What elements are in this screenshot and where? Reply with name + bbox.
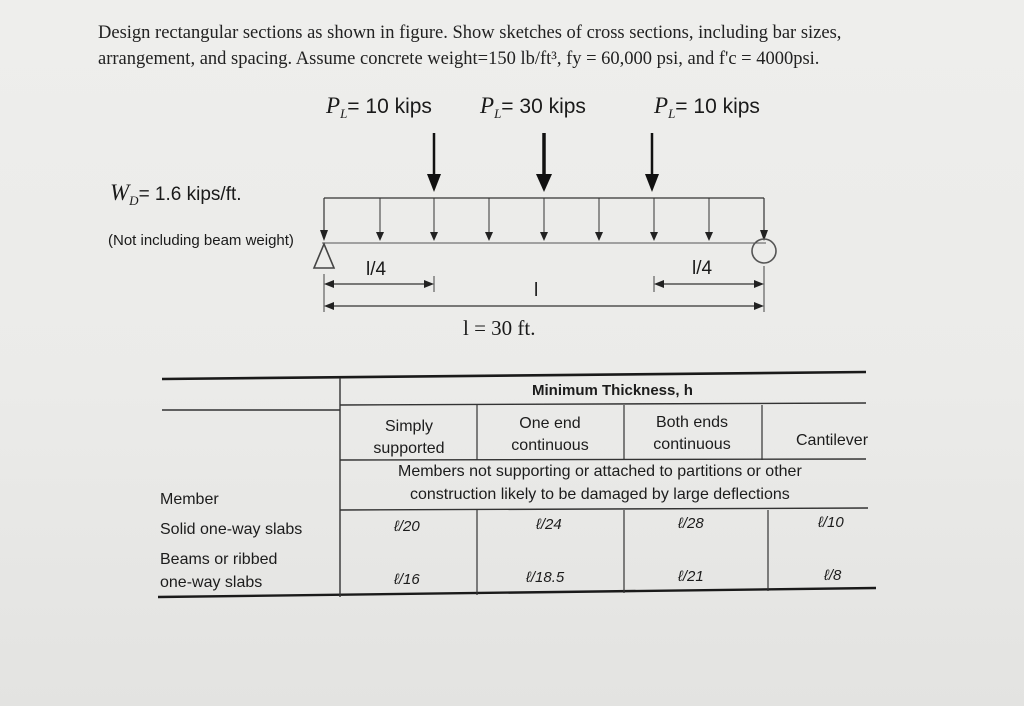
dim-left-label: l/4 [366,259,387,280]
member-label: Member [160,491,219,508]
cell-beam-cantilever: ℓ/8 [824,567,842,584]
subheader-line-2: construction likely to be damaged by large deflections [410,486,790,503]
cell-slab-simply: ℓ/20 [394,518,420,535]
point-load-label-right: $P_L= 10$ kips [654,93,760,122]
header-one-end-continuous: One end continuous [511,415,589,454]
distributed-load [320,198,768,241]
header-both-ends-continuous: Both ends continuous [653,414,731,453]
row-label-slabs: Solid one-way slabs [160,521,303,538]
point-load-label-left: $P_L= 10$ kips [326,93,432,122]
cell-beam-one-end: ℓ/18.5 [526,569,565,586]
table-title: Minimum Thickness, h [532,382,693,399]
row-label-beams-1: Beams or ribbed [160,551,278,568]
dim-mid-label: l [534,280,539,301]
header-cantilever: Cantilever [796,432,869,449]
point-load-label-center: $P_L= 30$ kips [480,93,586,122]
row-label-beams-2: one-way slabs [160,574,263,591]
problem-line-2: arrangement, and spacing. Assume concrete weight=150 lb/ft³, fy = 60,000 psi, and f'c = 4000psi. [98,49,820,69]
problem-line-1: Design rectangular sections as shown in figure. Show sketches of cross sections, including bar sizes, [98,23,842,43]
cell-beam-both-ends: ℓ/21 [678,568,704,585]
dead-load-note: (Not including beam weight) [108,232,294,249]
dim-right-label: l/4 [692,258,713,279]
point-load-arrows [427,133,659,192]
subheader-line-1: Members not supporting or attached to partitions or other [398,463,802,480]
pin-support [314,244,334,268]
cell-beam-simply: ℓ/16 [394,571,420,588]
cell-slab-one-end: ℓ/24 [536,516,562,533]
cell-slab-both-ends: ℓ/28 [678,515,704,532]
span-label: l = 30 ft. [463,316,536,340]
dead-load-label: $W_D= 1.6$ kips/ft. [110,180,242,208]
cell-slab-cantilever: ℓ/10 [818,514,844,531]
header-simply-supported: Simply supported [373,418,445,457]
